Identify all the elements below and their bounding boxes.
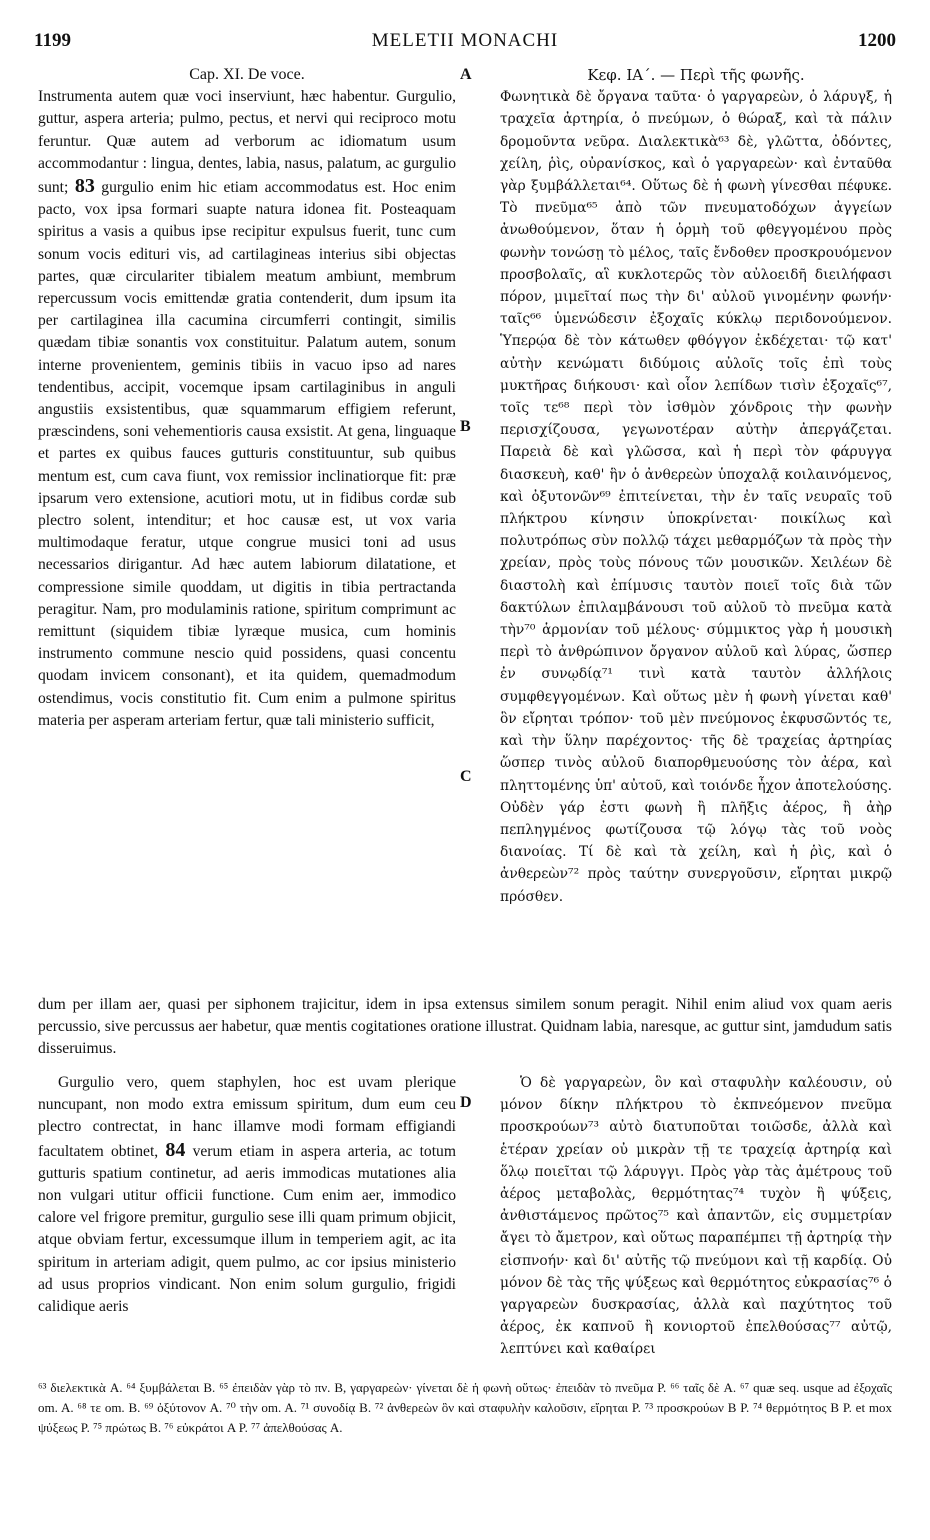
running-head-title: MELETII MONACHI xyxy=(371,30,559,51)
latin-chapter-title: Cap. XI. De voce. xyxy=(189,66,305,83)
page-number-right: 1200 xyxy=(858,30,896,51)
latin-full-text: dum per illam aer, quasi per siphonem trajicitur, idem in ipsa extensus similem sonum peragit. Nihil enim aliud vox quam aeris percussio, sive percussus aer habetur, quæ mentis cogitationes oratione illustrat. Quidnam labia, naresque, ac guttur sint, jamdudum satis disseruimus. xyxy=(38,996,892,1058)
section-number-83: 83 xyxy=(74,175,95,198)
latin-text-1b: gurgulio enim hic etiam accommodatus est. Hoc enim pacto, vox ipsa formari suapte natura idonea fit. Posteaquam spiritus a vasis a quibus ipse recipitur expulsus fuerit, tunc cum sonum vocis edituri vis, ad cartilagineas interius sibi objectas partes, quæ circulariter tibialem meatum ambiunt, membrum repercussum vocis emittendæ gratia contenderit, dum ipsum ita per cartilaginea illa cacumina circumferri contingit, similis quædam tibiæ sonantis vox constituitur. Palatum autem, sonum interne provenientem, geminis tibiis in vacuo ipso ad nares tendentibus, accipit, vocemque ipsam cartilaginibus in anguli angustiis exsistentibus, quæ squammarum effigiem referunt, præscindens, soni vehementioris causa exsistit. At gena, linguaque et partes ex quibus fauces gutturis constituuntur, sub quibus mentum est, cum cava fiunt, vox remissior inclinatiorque fit: præ ipsarum vero extensione, acutiori motu, ut in fidibus cordæ sub plectro solent, intenditur; et hoc causæ est, ut vox varia multimodaque feratur, utque congrue musici toni ad usus necessarios dirigantur. Ad hæc autem labiorum dilatatione, et compressione simile quoddam, ut digitis in tibia pertractanda peragitur. Nam, pro modulaminis ratione, spiritum comprimunt ac remittunt (siquidem tibiæ lyræque musica, cum hominis instrumento commune nescio quid possidens, quasi concentu quodam invicem consonant), et ita quidem, quemadmodum ostendimus, vocis constitutio fit. Cum enim a pulmone spiritus materia per asperam arteriam fertur, quæ tali ministerio sufficit, xyxy=(38,179,456,729)
footnotes-text: ⁶³ διελεκτικὰ A. ⁶⁴ ξυμβάλεται B. ⁶⁵ ἐπειδὰν γὰρ τὸ πν. B, γαργαρεὼν· γίνεται δὲ ἡ φωνὴ οὕτως· ἐπειδὰν τὸ πνεῦμα P. ⁶⁶ ταῖς δὲ A. ⁶⁷ quæ seq. usque ad ἐξοχαῖς om. A. ⁶⁸ τε om. B. ⁶⁹ ὀξύτονον A. ⁷⁰ τὴν om. A. ⁷¹ συνοδίᾳ B. ⁷² ἀνθερεὼν ὃν καὶ σταφυλὴν καλοῦσιν, εἴρηται P. ⁷³ προσκρούων B P. ⁷⁴ θερμότητος B P. et mox ψύξεως P. ⁷⁵ πρώτως B. ⁷⁶ εὐκράτοι A P. ⁷⁷ ἀπελθούσας A. xyxy=(38,1380,892,1435)
page-number-left: 1199 xyxy=(34,30,71,51)
margin-marker-a: A xyxy=(460,66,472,83)
margin-marker-b: B xyxy=(460,418,471,435)
greek-column-lower xyxy=(500,1072,892,1370)
latin-paragraph-2 xyxy=(38,1072,456,1318)
greek-column-upper xyxy=(500,64,892,986)
greek-paragraph-1: Φωνητικὰ δὲ ὄργανα ταῦτα· ὁ γαργαρεὼν, ὁ λάρυγξ, ἡ τραχεῖα ἀρτηρία, ὁ πνεύμων, ὁ θώραξ, καὶ τὰ πάλιν δρομοῦντα νεῦρα. Διαλεκτικὰ⁶³ δὲ, γλῶττα, ὀδόντες, χείλη, ῥὶς, οὐρανίσκος, καὶ ὁ γαργαρεὼν· καὶ ἐνταῦθα γὰρ ξυμβάλλεται⁶⁴. Οὕτως δὲ ἡ φωνὴ γίνεσθαι πέφυκε. Τὸ πνεῦμα⁶⁵ ἀπὸ τῶν πνευματοδόχων ἀγγείων ἀνωθούμενον, ὅταν ἡ ὁρμὴ τοῦ φθεγγομένου πρὸς φωνὴν τονώσῃ τὸ μέλος, ταῖς ἔνδοθεν προσκρουόμενον προσβολαῖς, αἳ κυκλοτερῶς τὸν αὐλοειδῆ διειλήφασι πόρον, μιμεῖταί πως τὴν δι' αὐλοῦ γινομένην φωνήν· ταῖς⁶⁶ ὑμενώδεσιν ἐξοχαῖς κύκλῳ περιδονούμενον. Ὑπερῴα δὲ τὸν κάτωθεν φθόγγον ἐκδέχεται· τῷ κατ' αὐτὴν κενώματι διδύμοις αὐλοῖς τοῖς ἐπὶ τοὺς μυκτῆρας διήκουσι· καὶ οἷον λεπίδων τισὶν ἐξοχαῖς⁶⁷, τοῖς τε⁶⁸ περὶ τὸν ἰσθμὸν χόνδροις τὴν φωνὴν περισχίζουσα, γεγωνοτέραν αὐτὴν ἀπεργάζεται. Παρειὰ δὲ καὶ γλῶσσα, καὶ ἡ περὶ τὸν φάρυγγα διασκευὴ, καθ' ἣν ὁ ἀνθερεὼν ὑποχαλᾷ κοιλαινόμενος, καὶ ὀξυτονῶν⁶⁹ ἐπιτείνεται, τὴν ἐν ταῖς νευραῖς τοῦ πλήκτρου κίνησιν ὑποκρίνεται· ποικίλως καὶ πολυτρόπως σὺν πολλῷ τάχει μεθαρμόζων τὰ πρὸς τὴν χρείαν, πρὸς τοὺς πόνους τῶν μουσικῶν. Χειλέων δὲ διαστολὴ καὶ ἐπίμυσις ταυτὸν ποιεῖ τοῖς διὰ τῶν δακτύλων ἐπιλαμβάνουσι τοῦ αὐλοῦ τὸ πνεῦμα κατὰ τὴν⁷⁰ ἁρμονίαν τοῦ μέλους· σύμμικτος γὰρ ἡ μουσικὴ περὶ τὸ ἀνθρώπινον ὄργανον αὐλοῦ καὶ λύρας, ὥσπερ ἐν συνῳδίᾳ⁷¹ τινὶ κατὰ ταυτὸν ἀλλήλοις συμφθεγγομένων. Καὶ οὕτως μὲν ἡ φωνὴ γίνεται καθ' ὃν εἴρηται τρόπον· τοῦ μὲν πνεύμονος ἐκφυσῶντός τε, καὶ τὴν ὕλην παρέχοντος· τῆς δὲ τραχείας ἀρτηρίας ὥσπερ τινὸς αὐλοῦ διαπορθμευούσης τὸν ἀέρα, καὶ πληττομένης ὑπ' αὐτοῦ, καὶ τοιόνδε ἦχον ἀποτελούσης. Οὐδὲν γάρ ἐστι φωνὴ ἢ πλῆξις ἀέρος, ἢ ἀὴρ πεπληγμένος φωτίζουσα τῷ λόγῳ τὰς τοῦ νοὸς διανοίας. Τί δὲ καὶ τὰ χείλη, καὶ ἡ ῥὶς, καὶ ὁ ἀνθερεὼν⁷² πρὸς ταύτην συνεργοῦσιν, εἴρηται μικρῷ πρόσθεν. xyxy=(500,89,892,905)
latin-column-upper xyxy=(38,64,456,986)
latin-text-2a: Gurgulio vero, quem staphylen, hoc est uvam plerique nuncupant, non modo extra emissum spiritum, dum eum ceu plectro contrectat, in hanc illamve modi formam effigiandi facultatem obtinet, xyxy=(38,1074,456,1160)
latin-paragraph-1 xyxy=(38,86,456,732)
latin-full-width-paragraph xyxy=(38,994,892,1064)
running-header xyxy=(34,30,896,58)
margin-marker-d: D xyxy=(460,1094,472,1111)
section-number-84: 84 xyxy=(165,1138,186,1161)
latin-text-2b: verum etiam in aspera arteria, ac totum gutturis spatium continetur, ad aeris immodicas mutationes alia non vulgari utitur officii functione. Cum enim aer, immodico calore vel frigore premitur, gurgulio sese illi quam primum objicit, atque obviam fertur, excessumque illum in temperiem agit, ac ita spiritum in arteriam adigit, quem pulmo, ac cor ipsius ministerio ad usus proprios vindicant. Non enim solum gurgulio, frigidi calidique aeris xyxy=(38,1142,456,1316)
latin-text-1a: Instrumenta autem quæ voci inserviunt, hæc habentur. Gurgulio, guttur, aspera arteria; pulmo, pectus, et nervi qui reciproco motu feruntur. Quæ autem ad verborum ac idiomatum usum accommodantur : lingua, dentes, labia, nasus, palatum, ac gurgulio sunt; xyxy=(38,88,456,197)
latin-column-lower xyxy=(38,1072,456,1370)
greek-paragraph-2: Ὁ δὲ γαργαρεὼν, ὃν καὶ σταφυλὴν καλέουσιν, οὐ μόνον δίκην πλήκτρου τὸ ἐκπνεόμενον πνεῦμα προσκρούων⁷³ αὐτὸ διατυποῦται τοιῶσδε, ἀλλὰ καὶ ἑτέραν χρείαν οὐ μικρὰν τῇ τε τραχείᾳ ἀρτηρίᾳ καὶ ὅλῳ ποιεῖται τῷ λάρυγγι. Πρὸς γὰρ τὰς ἀμέτρους τοῦ ἀέρος μεταβολὰς, θερμότητας⁷⁴ τυχὸν ἢ ψύξεις, ἀνθιστάμενος πρῶτος⁷⁵ καὶ ἀπαντῶν, εἰς συμμετρίαν ἄγει τὸ ἄμετρον, καὶ οὕτως παραπέμπει τῇ ἀρτηρίᾳ τὴν εἰσπνοήν· καὶ δι' αὐτῆς τῷ πνεύμονι καὶ τῇ καρδίᾳ. Οὐ μόνον δὲ τὰς τῆς ψύξεως καὶ θερμότητος εὐκρασίας⁷⁶ ὁ γαργαρεὼν δυσκρασίας, ἀλλὰ καὶ παχύτητος τοῦ ἀέρος, ἐκ καπνοῦ ἢ κονιορτοῦ ἐπελθούσας⁷⁷ αὐτῷ, λεπτύνει καὶ καθαίρει xyxy=(500,1075,892,1358)
margin-marker-c: C xyxy=(460,768,472,785)
greek-chapter-title: Κεφ. ΙΑ΄. — Περὶ τῆς φωνῆς. xyxy=(587,66,805,84)
footnotes xyxy=(38,1378,892,1438)
